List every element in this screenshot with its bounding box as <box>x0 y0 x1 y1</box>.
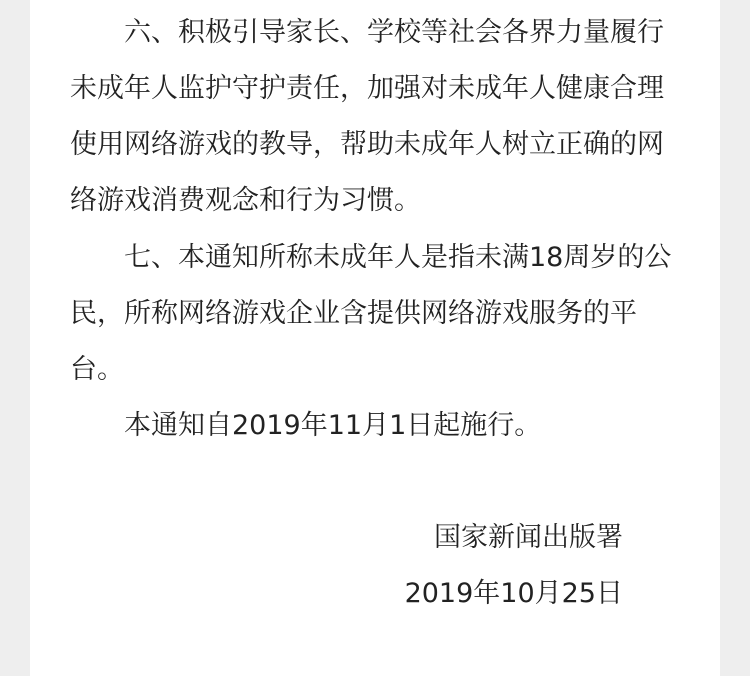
signature-date: 2019年10月25日 <box>404 578 623 609</box>
paragraph-effective-date: 本通知自2019年11月1日起施行。 <box>124 410 542 441</box>
signature-organization: 国家新闻出版署 <box>434 522 623 553</box>
document-page <box>30 0 720 676</box>
paragraph-article-six: 六、积极引导家长、学校等社会各界力量履行未成年人监护守护责任，加强对未成年人健康合理使用网络游戏的教导，帮助未成年人树立正确的网络游戏消费观念和行为习惯。 <box>70 17 664 216</box>
paragraph-article-seven: 七、本通知所称未成年人是指未满18周岁的公民，所称网络游戏企业含提供网络游戏服务的平台。 <box>70 242 672 385</box>
